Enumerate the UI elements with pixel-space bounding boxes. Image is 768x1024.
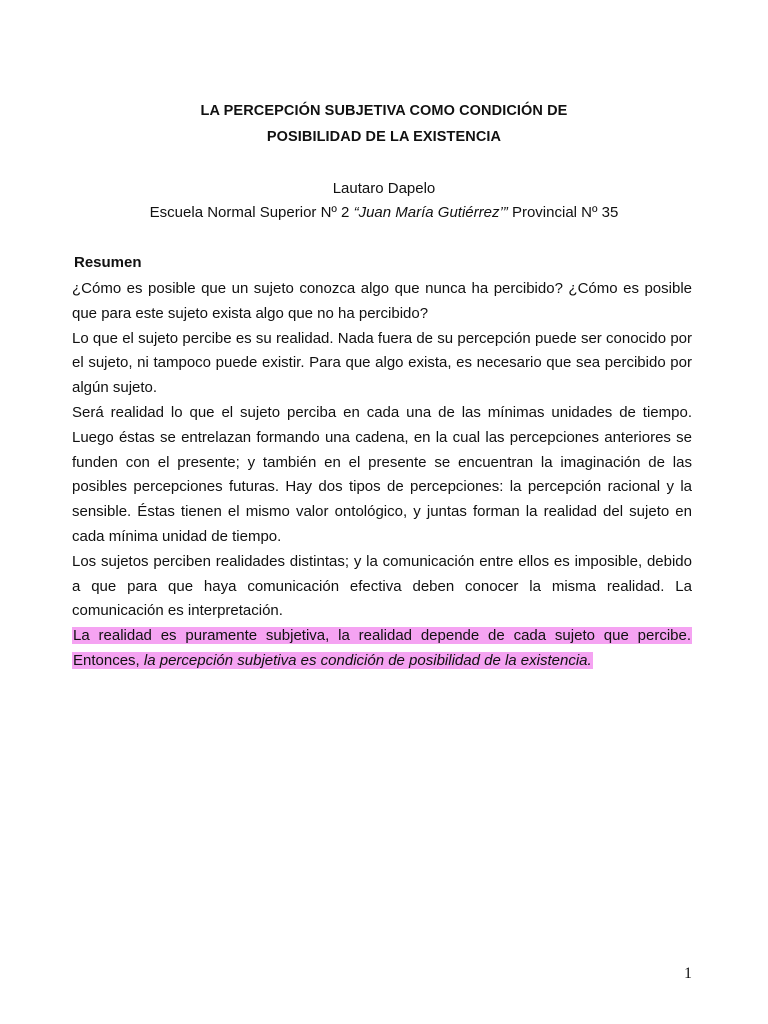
- page-number: 1: [684, 965, 692, 982]
- title-line-1: LA PERCEPCIÓN SUBJETIVA COMO CONDICIÓN DE: [200, 103, 568, 119]
- affiliation-suffix: Provincial Nº 35: [507, 204, 619, 221]
- abstract-heading: Resumen: [74, 254, 142, 271]
- affiliation-school-name: “Juan María Gutiérrez’”: [353, 204, 508, 221]
- abstract-paragraph-2: Lo que el sujeto percibe es su realidad. Nada fuera de su percepción puede ser conocido por el sujeto, ni tampoco puede existir. Para que algo exista, es necesario que sea percibido por algún sujeto.: [72, 329, 692, 397]
- abstract-paragraph-1: ¿Cómo es posible que un sujeto conozca algo que nunca ha percibido? ¿Cómo es posible que para este sujeto exista algo que no ha percibido?: [72, 280, 692, 322]
- highlighted-conclusion: [72, 624, 692, 674]
- author-name: Lautaro Dapelo: [332, 180, 436, 197]
- abstract-body: [72, 277, 692, 674]
- highlighted-sentence-1: La realidad es puramente subjetiva, la realidad depende de cada sujeto que percibe.: [73, 627, 691, 645]
- highlighted-prefix: Entonces,: [73, 651, 144, 669]
- title-line-2: POSIBILIDAD DE LA EXISTENCIA: [266, 129, 502, 145]
- abstract-paragraph-3: Será realidad lo que el sujeto perciba en cada una de las mínimas unidades de tiempo. Luego éstas se entrelazan formando una cadena, en la cual las percepciones anteriores se funden con el presente; y también en el presente se encuentran la imaginación de las posibles percepciones futuras. Hay dos tipos de percepciones: la percepción racional y la sensible. Éstas tienen el mismo valor ontológico, y juntas forman la realidad del sujeto en cada mínima unidad de tiempo.: [72, 403, 692, 545]
- highlighted-thesis: la percepción subjetiva es condición de posibilidad de la existencia.: [143, 651, 592, 669]
- abstract-paragraph-4: Los sujetos perciben realidades distintas; y la comunicación entre ellos es imposible, debido a que para que haya comunicación efectiva deben conocer la misma realidad. La comunicación es interpretación.: [72, 552, 692, 620]
- affiliation-prefix: Escuela Normal Superior Nº 2: [149, 204, 354, 221]
- author-affiliation: [0, 204, 768, 221]
- highlighted-sentence-2: [72, 652, 593, 669]
